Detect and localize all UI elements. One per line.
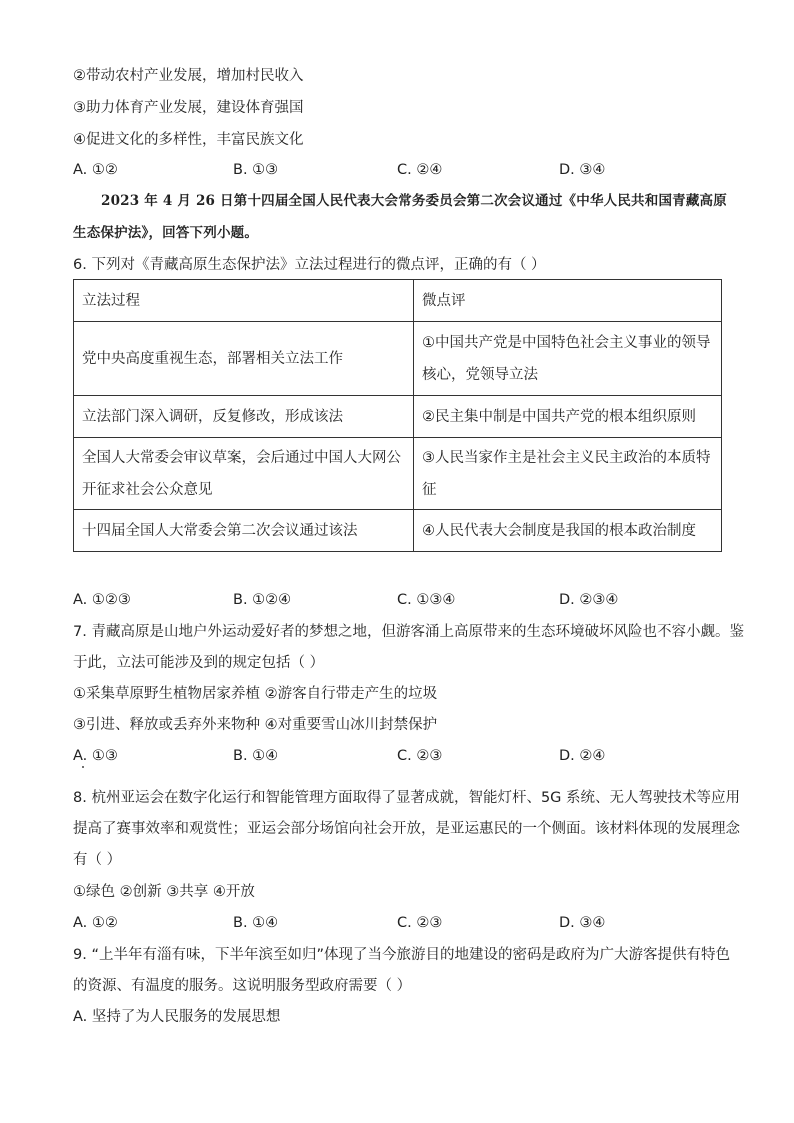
passage-line-2: 生态保护法》，回答下列小题。 [73,225,259,241]
q7-stem-line-2: 于此，立法可能涉及到的规定包括（ ） [73,655,325,671]
table-header-comment: 微点评 [414,280,722,322]
q8-option-a[interactable]: A. ①② [73,915,118,931]
table-cell-comment: ②民主集中制是中国共产党的根本组织原则 [414,396,722,438]
q5-item-3: ③助力体育产业发展，建设体育强国 [73,100,304,116]
q7-stem-line-1: 7. 青藏高原是山地户外运动爱好者的梦想之地，但游客涌上高原带来的生态环境破坏风险也不容小觑。鉴 [73,624,744,640]
table-cell-process: 立法部门深入调研，反复修改，形成该法 [74,396,414,438]
q9-stem-line-2: 的资源、有温度的服务。这说明服务型政府需要（ ） [73,978,412,994]
q9-stem-line-1: 9. “上半年有淄有味，下半年滨至如归”体现了当今旅游目的地建设的密码是政府为广大游客提供有特色 [73,947,730,963]
q7-items-line-2: ③引进、释放或丢弃外来物种 ④对重要雪山冰川封禁保护 [73,717,438,733]
q6-option-c[interactable]: C. ①③④ [397,592,456,608]
q5-option-b[interactable]: B. ①③ [233,162,279,178]
q6-stem: 6. 下列对《青藏高原生态保护法》立法过程进行的微点评，正确的有（ ） [73,257,546,273]
q7-options [73,746,733,766]
q6-options [73,590,733,610]
q8-stem-line-1: 8. 杭州亚运会在数字化运行和智能管理方面取得了显著成就，智能灯杆、5G 系统、无人驾驶技术等应用 [73,790,741,806]
table-row [74,438,722,510]
q7-option-a[interactable]: A. ①③ [73,748,118,764]
q5-option-d[interactable]: D. ③④ [559,162,606,178]
q7-option-c[interactable]: C. ②③ [397,748,443,764]
table-cell-process: 十四届全国人大常委会第二次会议通过该法 [74,510,414,552]
q6-option-d[interactable]: D. ②③④ [559,592,619,608]
q6-table [73,279,722,552]
q8-option-c[interactable]: C. ②③ [397,915,443,931]
q5-options [73,160,733,180]
table-cell-process: 党中央高度重视生态，部署相关立法工作 [74,322,414,396]
table-cell-comment: ①中国共产党是中国特色社会主义事业的领导核心，党领导立法 [414,322,722,396]
q9-option-a[interactable]: A. 坚持了为人民服务的发展思想 [73,1009,281,1025]
q8-stem-line-3: 有（ ） [73,852,122,868]
q5-item-4: ④促进文化的多样性，丰富民族文化 [73,132,304,148]
table-row [74,510,722,552]
table-cell-process: 全国人大常委会审议草案，会后通过中国人大网公开征求社会公众意见 [74,438,414,510]
q6-option-b[interactable]: B. ①②④ [233,592,292,608]
q5-option-a[interactable]: A. ①② [73,162,118,178]
q6-option-a[interactable]: A. ①②③ [73,592,131,608]
q7-option-d[interactable]: D. ②④ [559,748,606,764]
q8-options [73,913,733,933]
table-row [74,322,722,396]
stray-dot [82,766,84,768]
q5-item-2: ②带动农村产业发展，增加村民收入 [73,68,304,84]
table-cell-comment: ③人民当家作主是社会主义民主政治的本质特征 [414,438,722,510]
q7-option-b[interactable]: B. ①④ [233,748,279,764]
q8-option-b[interactable]: B. ①④ [233,915,279,931]
table-header-row [74,280,722,322]
table-cell-comment: ④人民代表大会制度是我国的根本政治制度 [414,510,722,552]
table-row [74,396,722,438]
q7-items-line-1: ①采集草原野生植物居家养植 ②游客自行带走产生的垃圾 [73,686,438,702]
table-header-process: 立法过程 [74,280,414,322]
q8-items: ①绿色 ②创新 ③共享 ④开放 [73,884,255,900]
q5-option-c[interactable]: C. ②④ [397,162,443,178]
passage-line-1: 2023 年 4 月 26 日第十四届全国人民代表大会常务委员会第二次会议通过《中华人民共和国青藏高原 [101,193,727,209]
q8-option-d[interactable]: D. ③④ [559,915,606,931]
q8-stem-line-2: 提高了赛事效率和观赏性；亚运会部分场馆向社会开放，是亚运惠民的一个侧面。该材料体现的发展理念 [73,821,740,837]
